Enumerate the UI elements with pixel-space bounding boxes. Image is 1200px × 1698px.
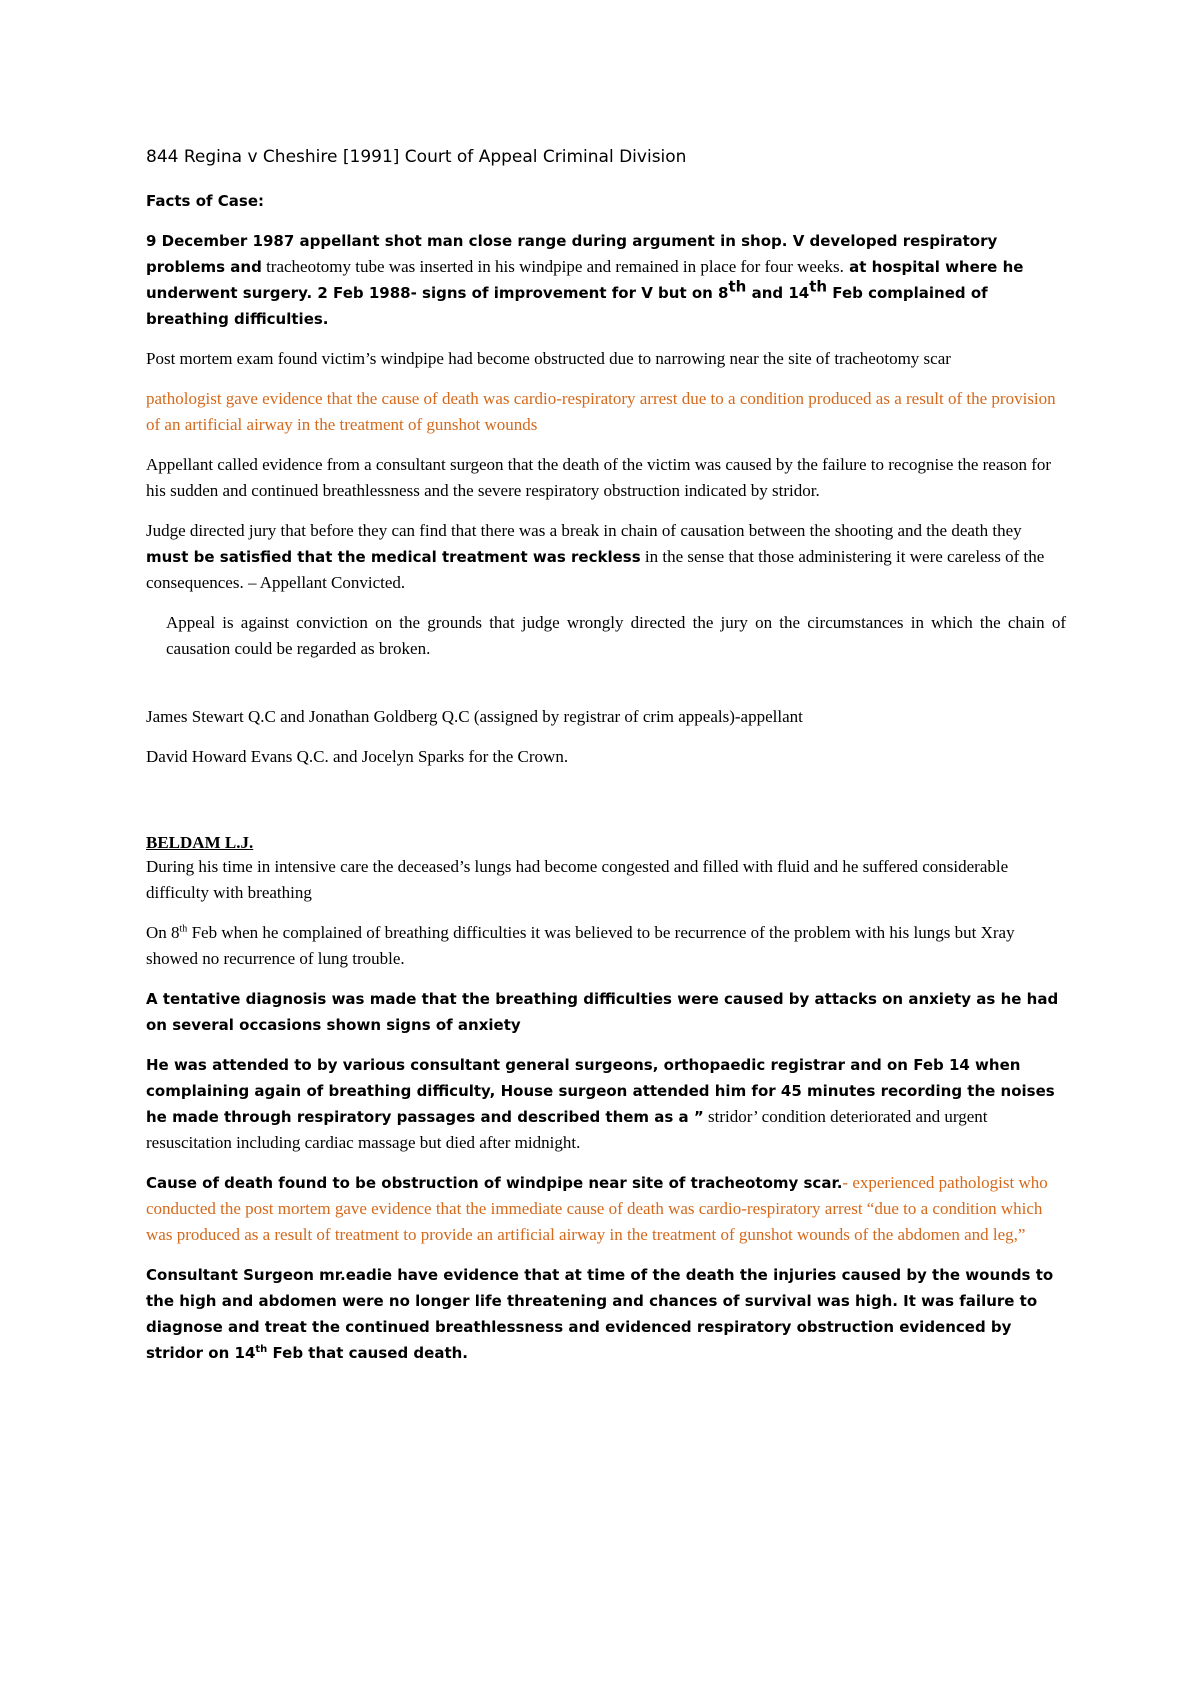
pathologist-paragraph: pathologist gave evidence that the cause of death was cardio-respiratory arrest due to a condition produced as a result of the provision of an artificial airway in the treatment of gunshot wounds — [146, 389, 1056, 434]
facts-bold-tail-3: Feb complained of breathing difficulties. — [146, 284, 988, 328]
attended-normal: stridor’ condition deteriorated and urgent resuscitation including cardiac massage but died after midnight. — [146, 1107, 988, 1152]
facts-sup-1: th — [728, 277, 747, 296]
counsel-appellant: James Stewart Q.C and Jonathan Goldberg Q.C (assigned by registrar of crim appeals)-appellant — [146, 707, 803, 726]
judge-direction-part2: in the sense that those administering it were careless of the consequences. – Appellant Convicted. — [146, 547, 1045, 592]
cause-bold: Cause of death found to be obstruction of windpipe near site of tracheotomy scar. — [146, 1174, 843, 1192]
consultant-part2: Feb that caused death. — [267, 1344, 468, 1362]
appeal-paragraph: Appeal is against conviction on the grounds that judge wrongly directed the jury on the circumstances in which the chain of causation could be regarded as broken. — [166, 613, 1066, 658]
post-mortem-paragraph: Post mortem exam found victim’s windpipe had become obstructed due to narrowing near the site of tracheotomy scar — [146, 349, 951, 368]
facts-normal: tracheotomy tube was inserted in his windpipe and remained in place for four weeks. — [261, 257, 844, 276]
spacer — [146, 676, 1066, 704]
judge-direction-bold: must be satisfied that the medical treatment was reckless — [146, 548, 641, 566]
facts-paragraph — [146, 228, 1066, 332]
judge-name: BELDAM L.J. — [146, 833, 254, 852]
tentative-diagnosis-paragraph: A tentative diagnosis was made that the breathing difficulties were caused by attacks on anxiety as he had on several occasions shown signs of anxiety — [146, 990, 1059, 1034]
facts-bold-tail-2: and 14 — [746, 284, 810, 302]
feb8-post: Feb when he complained of breathing difficulties it was believed to be recurrence of the problem with his lungs but Xray showed no recurrence of lung trouble. — [146, 923, 1015, 968]
consultant-sup: th — [255, 1344, 268, 1355]
appellant-evidence-paragraph: Appellant called evidence from a consultant surgeon that the death of the victim was caused by the failure to recognise the reason for his sudden and continued breathlessness and the severe respiratory obstruction indicated by stridor. — [146, 455, 1052, 500]
feb8-pre: On 8 — [146, 923, 180, 942]
document-title: 844 Regina v Cheshire [1991] Court of Appeal Criminal Division — [146, 147, 687, 167]
attended-paragraph — [146, 1052, 1066, 1156]
consultant-paragraph — [146, 1262, 1066, 1366]
feb8-paragraph — [146, 920, 1066, 972]
counsel-crown: David Howard Evans Q.C. and Jocelyn Sparks for the Crown. — [146, 747, 569, 766]
judge-direction-part1: Judge directed jury that before they can find that there was a break in chain of causation between the shooting and the death they — [146, 521, 1022, 540]
intensive-care-paragraph: During his time in intensive care the deceased’s lungs had become congested and filled with fluid and he suffered considerable difficulty with breathing — [146, 857, 1009, 902]
attended-bold: He was attended to by various consultant general surgeons, orthopaedic registrar and on Feb 14 when complaining again of breathing difficulty, House surgeon attended him for 45 minutes recording the noises he made through respiratory passages and described them as a ” — [146, 1056, 1055, 1126]
facts-bold-tail-1: at hospital where he underwent surgery. 2 Feb 1988- signs of improvement for V but on 8 — [146, 258, 1024, 302]
facts-bold-lead: 9 December 1987 appellant shot man close range during argument in shop. V developed respiratory problems and — [146, 232, 998, 276]
facts-sup-2: th — [809, 277, 828, 296]
facts-heading: Facts of Case: — [146, 192, 264, 210]
consultant-part1: Consultant Surgeon mr.eadie have evidence that at time of the death the injuries caused by the wounds to the high and abdomen were no longer life threatening and chances of survival was high. It was failure to diagnose and treat the continued breathlessness and evidenced respiratory obstruction evidenced by stridor on 14 — [146, 1266, 1054, 1362]
cause-of-death-paragraph — [146, 1170, 1066, 1248]
cause-orange: - experienced pathologist who conducted the post mortem gave evidence that the immediate cause of death was cardio-respiratory arrest “due to a condition which was produced as a result of treatment to provide an artificial airway in the treatment of gunshot wounds of the abdomen and leg,” — [146, 1173, 1048, 1244]
feb8-sup: th — [179, 923, 188, 935]
judge-direction-paragraph — [146, 518, 1066, 596]
document-body — [146, 144, 1066, 1380]
